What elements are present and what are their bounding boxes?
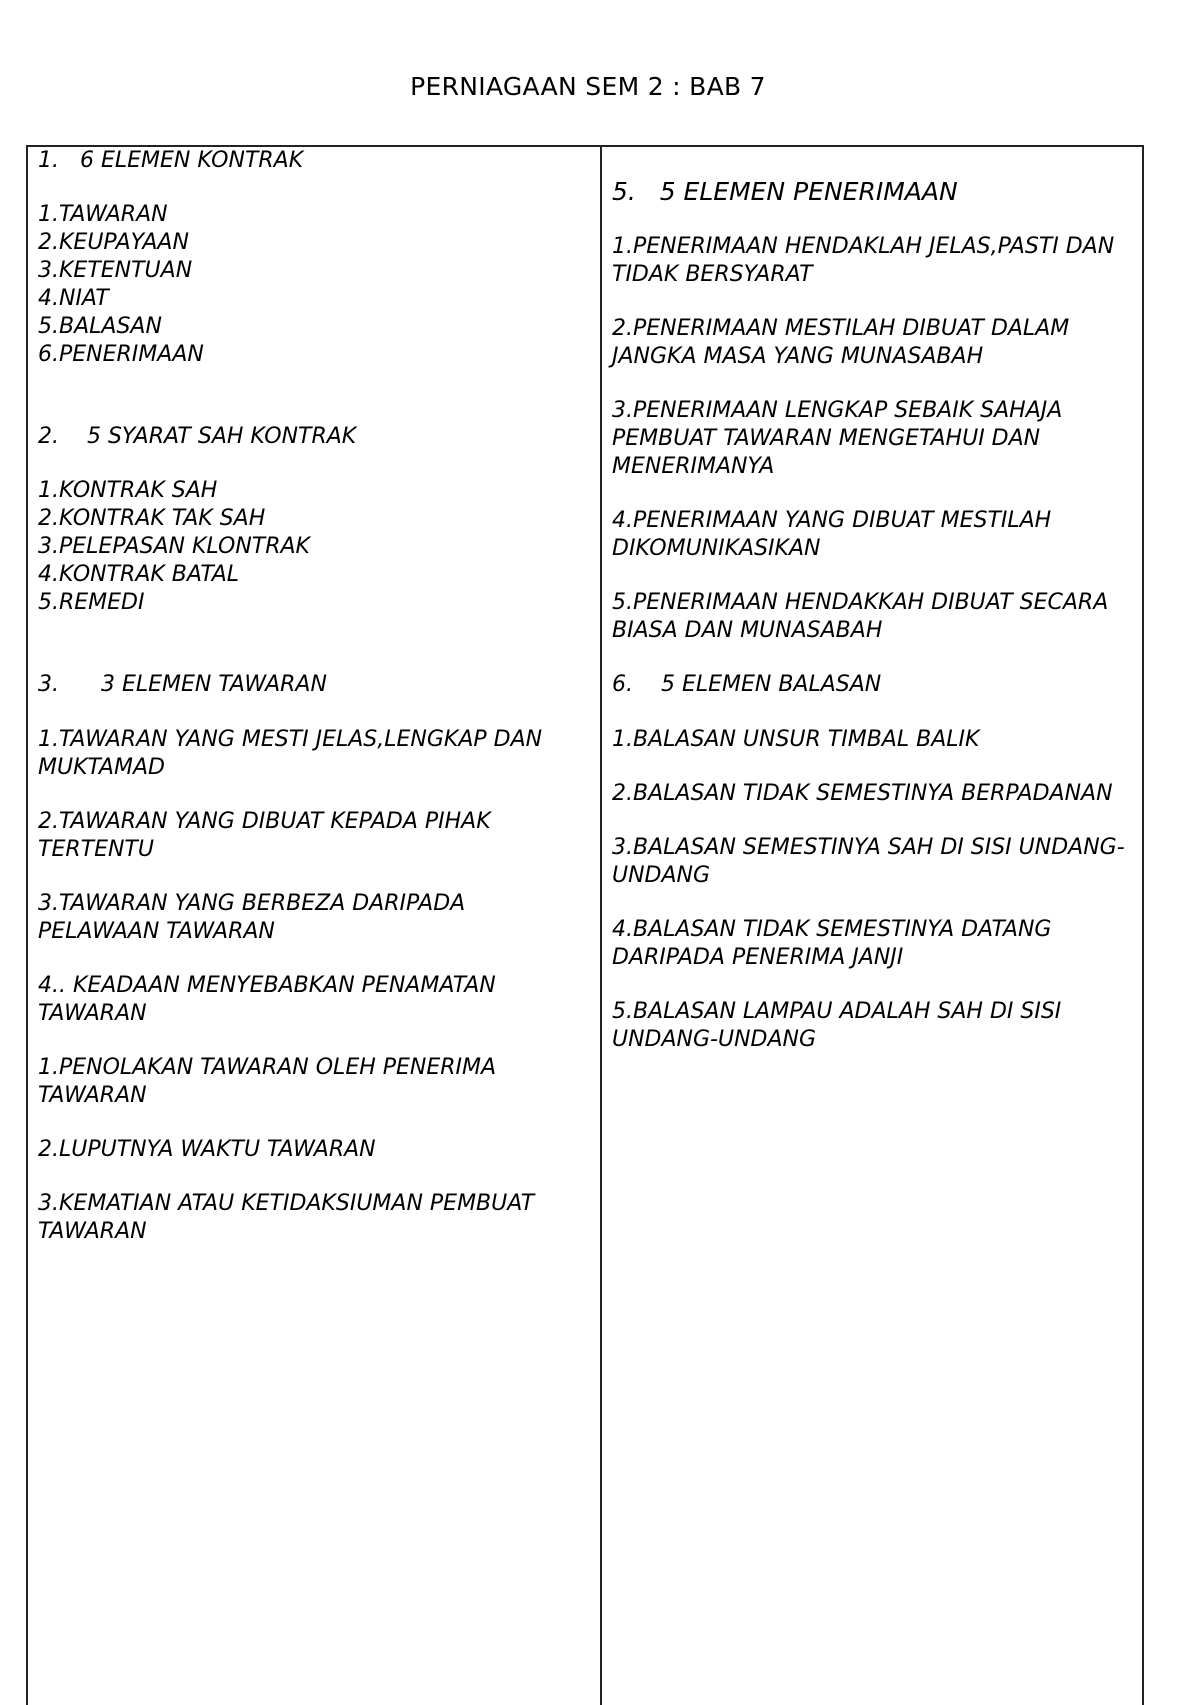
list-item: 4.. KEADAAN MENYEBABKAN PENAMATAN TAWARAN: [38, 973, 496, 1026]
section-heading-elemen-penerimaan: 5. 5 ELEMEN PENERIMAAN: [612, 177, 958, 206]
list-item: 4.PENERIMAAN YANG DIBUAT MESTILAH DIKOMUNIKASIKAN: [612, 508, 1052, 561]
list-item: 3.KETENTUAN: [38, 258, 193, 283]
list-item: 2.PENERIMAAN MESTILAH DIBUAT DALAM JANGKA MASA YANG MUNASABAH: [612, 316, 1070, 369]
section-heading-syarat-sah: 2. 5 SYARAT SAH KONTRAK: [38, 424, 357, 449]
section-heading-elemen-kontrak: 1. 6 ELEMEN KONTRAK: [38, 148, 304, 173]
list-item: 3.TAWARAN YANG BERBEZA DARIPADA PELAWAAN TAWARAN: [38, 891, 466, 944]
list-item: 2.TAWARAN YANG DIBUAT KEPADA PIHAK TERTENTU: [38, 809, 491, 862]
list-item: 1.KONTRAK SAH: [38, 478, 218, 503]
section-heading-elemen-balasan: 6. 5 ELEMEN BALASAN: [612, 672, 882, 697]
list-item: 1.TAWARAN YANG MESTI JELAS,LENGKAP DAN MUKTAMAD: [38, 727, 543, 780]
list-item: 3.BALASAN SEMESTINYA SAH DI SISI UNDANG-UNDANG: [612, 835, 1125, 888]
list-item: 3.PENERIMAAN LENGKAP SEBAIK SAHAJA PEMBUAT TAWARAN MENGETAHUI DAN MENERIMANYA: [612, 398, 1063, 479]
list-item: 5.REMEDI: [38, 590, 145, 615]
list-item: 1.PENOLAKAN TAWARAN OLEH PENERIMA TAWARAN: [38, 1055, 497, 1108]
section-heading-elemen-tawaran: 3. 3 ELEMEN TAWARAN: [38, 672, 327, 697]
right-column: [612, 178, 1132, 1080]
list-item: 4.NIAT: [38, 286, 109, 311]
list-item: 5.BALASAN LAMPAU ADALAH SAH DI SISI UNDANG-UNDANG: [612, 999, 1062, 1052]
list-item: 1.TAWARAN: [38, 202, 168, 227]
list-item: 5.PENERIMAAN HENDAKKAH DIBUAT SECARA BIASA DAN MUNASABAH: [612, 590, 1109, 643]
list-item: 3.PELEPASAN KLONTRAK: [38, 534, 310, 559]
column-divider: [600, 145, 602, 1705]
list-item: 2.KONTRAK TAK SAH: [38, 506, 266, 531]
syarat-sah-list: [38, 477, 593, 617]
list-item: 2.KEUPAYAAN: [38, 230, 189, 255]
list-item: 6.PENERIMAAN: [38, 342, 204, 367]
list-item: 2.LUPUTNYA WAKTU TAWARAN: [38, 1137, 376, 1162]
list-item: 1.PENERIMAAN HENDAKLAH JELAS,PASTI DAN TIDAK BERSYARAT: [612, 234, 1115, 287]
list-item: 2.BALASAN TIDAK SEMESTINYA BERPADANAN: [612, 781, 1113, 806]
list-item: 1.BALASAN UNSUR TIMBAL BALIK: [612, 727, 980, 752]
list-item: 5.BALASAN: [38, 314, 162, 339]
elemen-kontrak-list: [38, 201, 593, 369]
left-column: [38, 147, 593, 1272]
list-item: 4.BALASAN TIDAK SEMESTINYA DATANG DARIPADA PENERIMA JANJI: [612, 917, 1052, 970]
list-item: 3.KEMATIAN ATAU KETIDAKSIUMAN PEMBUAT TAWARAN: [38, 1191, 535, 1244]
list-item: 4.KONTRAK BATAL: [38, 562, 240, 587]
document-title: PERNIAGAAN SEM 2 : BAB 7: [410, 72, 766, 101]
